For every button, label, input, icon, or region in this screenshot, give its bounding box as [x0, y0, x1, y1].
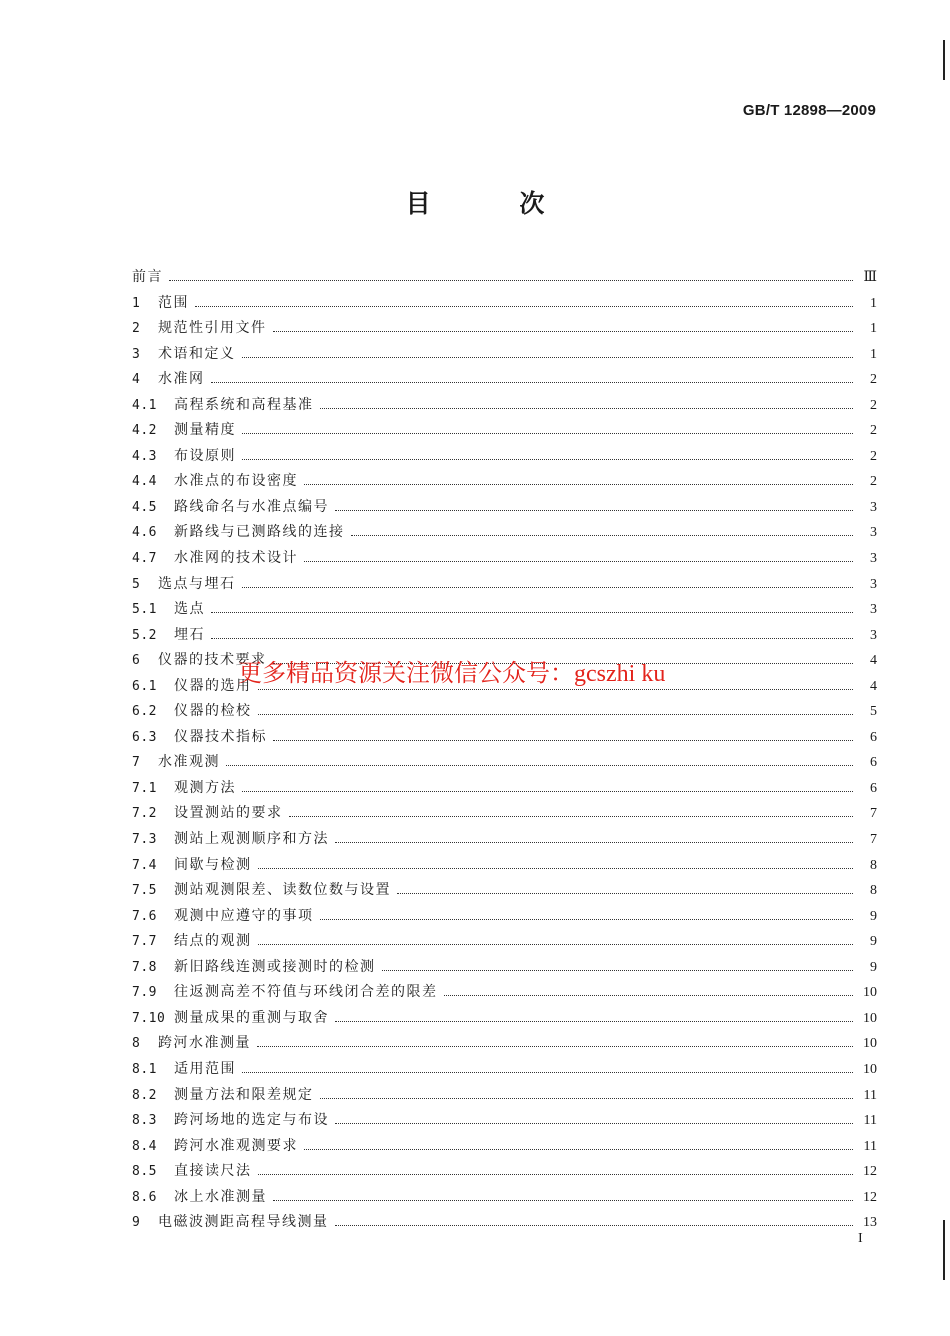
toc-section-title: 水准网: [158, 371, 205, 388]
toc-leader-dots: [335, 1020, 853, 1022]
toc-leader-dots: [351, 534, 854, 536]
toc-leader-dots: [304, 1148, 853, 1150]
toc-section-title: 仪器的选用: [174, 677, 252, 694]
toc-row: [132, 1185, 877, 1211]
toc-section-title: 直接读尺法: [174, 1163, 252, 1180]
toc-page-number: 9: [870, 959, 877, 975]
toc-row: [132, 1134, 877, 1160]
toc-section-title: 布设原则: [174, 447, 236, 464]
toc-leader-dots: [195, 305, 853, 307]
toc-section-title: 高程系统和高程基准: [174, 396, 314, 413]
toc-section-title: 选点: [174, 601, 205, 618]
toc-leader-dots: [169, 279, 853, 281]
toc-leader-dots: [211, 637, 853, 639]
toc-section-title: 新路线与已测路线的连接: [174, 524, 345, 541]
toc-page-number: 3: [870, 576, 877, 592]
toc-leader-dots: [258, 713, 854, 715]
toc-leader-dots: [320, 918, 854, 920]
toc-leader-dots: [242, 790, 853, 792]
toc-row: [132, 853, 877, 879]
toc-section-number: 7.1: [132, 780, 157, 796]
toc-section-title: 术语和定义: [158, 345, 236, 362]
toc-row: [132, 904, 877, 930]
toc-leader-dots: [289, 815, 854, 817]
toc-page-number: 2: [870, 397, 877, 413]
toc-section-title: 水准点的布设密度: [174, 473, 298, 490]
toc-section-number: 8: [132, 1036, 141, 1052]
toc-leader-dots: [242, 1071, 853, 1073]
toc-section-number: 4.3: [132, 448, 157, 464]
toc-leader-dots: [320, 407, 854, 409]
toc-row: [132, 1006, 877, 1032]
toc-section-title: 跨河场地的选定与布设: [174, 1112, 329, 1129]
toc-leader-dots: [242, 586, 854, 588]
toc-section-title: 路线命名与水准点编号: [174, 498, 329, 515]
toc-section-title: 规范性引用文件: [158, 320, 267, 337]
toc-page-number: 10: [863, 1010, 877, 1026]
toc-section-number: 7.7: [132, 934, 157, 950]
toc-leader-dots: [258, 867, 854, 869]
toc-leader-dots: [304, 560, 853, 562]
toc-page-number: 10: [863, 1061, 877, 1077]
toc-section-number: 4.1: [132, 397, 157, 413]
toc-page-number: 2: [870, 423, 877, 439]
toc-row: [132, 929, 877, 955]
toc-row: [132, 1031, 877, 1057]
toc-row: [132, 572, 877, 598]
toc-section-title: 仪器技术指标: [174, 728, 267, 745]
toc-row: [132, 418, 877, 444]
toc-row: [132, 623, 877, 649]
toc-page-number: 3: [870, 525, 877, 541]
toc-page-number: 12: [863, 1189, 877, 1205]
toc-section-number: 4.4: [132, 474, 157, 490]
toc-page-number: 7: [870, 806, 877, 822]
watermark-text: [238, 653, 665, 688]
toc-section-title: 跨河水准测量: [158, 1035, 251, 1052]
toc-section-number: 8.1: [132, 1061, 157, 1077]
toc-page-number: 3: [870, 551, 877, 567]
toc-page-number: 10: [863, 985, 877, 1001]
toc-section-title: 测站观测限差、读数位数与设置: [174, 882, 391, 899]
toc-leader-dots: [382, 969, 854, 971]
toc-page-number: 2: [870, 474, 877, 490]
toc-row: [132, 316, 877, 342]
toc-row: [132, 827, 877, 853]
toc-section-number: 8.6: [132, 1189, 157, 1205]
toc-section-title: 仪器的技术要求: [158, 652, 267, 669]
toc-row: [132, 520, 877, 546]
toc-page-number: 10: [863, 1036, 877, 1052]
toc-section-number: 7.5: [132, 883, 157, 899]
toc-section-number: 8.4: [132, 1138, 157, 1154]
toc-row: [132, 367, 877, 393]
watermark-prefix: 更多精品资源关注微信公众号：: [238, 659, 574, 687]
toc-section-number: 7.6: [132, 908, 157, 924]
toc-section-number: 4.6: [132, 525, 157, 541]
toc-section-number: 7: [132, 755, 141, 771]
toc-page-number: 6: [870, 780, 877, 796]
toc-leader-dots: [335, 509, 853, 511]
toc-section-number: 8.2: [132, 1087, 157, 1103]
toc-page-number: 11: [863, 1138, 877, 1154]
toc-section-number: 2: [132, 321, 141, 337]
page-number: I: [858, 1231, 863, 1246]
toc-section-title: 范围: [158, 294, 189, 311]
toc-section-number: 4.5: [132, 499, 157, 515]
toc-row: [132, 1159, 877, 1185]
toc-row: [132, 546, 877, 572]
toc-leader-dots: [211, 611, 853, 613]
toc-page-number: 3: [870, 602, 877, 618]
toc-leader-dots: [273, 330, 854, 332]
toc-page-number: 13: [863, 1215, 877, 1231]
toc-leader-dots: [258, 688, 854, 690]
toc-section-number: 6.3: [132, 729, 157, 745]
toc-leader-dots: [257, 1045, 853, 1047]
toc-section-number: 7.10: [132, 1010, 166, 1026]
toc-section-number: 6: [132, 653, 141, 669]
toc-row: [132, 444, 877, 470]
toc-section-title: 仪器的检校: [174, 703, 252, 720]
toc-section-number: 7.3: [132, 832, 157, 848]
toc-page-number: 8: [870, 857, 877, 873]
toc-leader-dots: [242, 356, 854, 358]
toc-row: [132, 597, 877, 623]
toc-section-number: 5.1: [132, 602, 157, 618]
toc-section-number: 7.9: [132, 985, 157, 1001]
toc-page-number: 1: [870, 321, 877, 337]
toc-section-number: 8.3: [132, 1113, 157, 1129]
toc-section-number: 7.2: [132, 806, 157, 822]
toc-section-title: 观测中应遵守的事项: [174, 907, 314, 924]
toc-page-number: 7: [870, 832, 877, 848]
toc-title: 目 次: [405, 189, 585, 218]
toc-row: [132, 1108, 877, 1134]
toc-page-number: 11: [863, 1087, 877, 1103]
toc-section-number: 3: [132, 346, 141, 362]
toc-page-number: 9: [870, 908, 877, 924]
toc-leader-dots: [242, 458, 853, 460]
toc-section-number: 7.8: [132, 959, 157, 975]
toc-page-number: 1: [870, 295, 877, 311]
toc-section-number: 4.2: [132, 423, 157, 439]
toc-page-number: 6: [870, 755, 877, 771]
toc-leader-dots: [444, 994, 854, 996]
toc-section-title: 适用范围: [174, 1060, 236, 1077]
toc-section-title: 测量成果的重测与取舍: [174, 1009, 329, 1026]
toc-page-number: 9: [870, 934, 877, 950]
toc-row: [132, 1083, 877, 1109]
toc-row: [132, 1057, 877, 1083]
toc-row: [132, 980, 877, 1006]
toc-section-number: 6.1: [132, 678, 157, 694]
toc-page-number: Ⅲ: [863, 270, 877, 285]
toc-row: [132, 1210, 877, 1236]
toc-row: [132, 393, 877, 419]
scan-edge-line-top: [943, 40, 945, 80]
toc-section-title: 测量精度: [174, 422, 236, 439]
toc-section-number: 5: [132, 576, 141, 592]
toc-page-number: 5: [870, 704, 877, 720]
toc-section-title: 往返测高差不符值与环线闭合差的限差: [174, 984, 438, 1001]
toc-row: [132, 955, 877, 981]
toc-leader-dots: [226, 764, 853, 766]
toc-row: [132, 776, 877, 802]
toc-row: [132, 725, 877, 751]
toc-leader-dots: [273, 1199, 853, 1201]
toc-page-number: 3: [870, 627, 877, 643]
toc-page-number: 1: [870, 346, 877, 362]
toc-section-title: 新旧路线连测或接测时的检测: [174, 958, 376, 975]
toc-section-title: 选点与埋石: [158, 575, 236, 592]
toc-page-number: 2: [870, 448, 877, 464]
toc-section-title: 结点的观测: [174, 933, 252, 950]
toc-row: [132, 265, 877, 291]
toc-leader-dots: [320, 1097, 854, 1099]
toc-page-number: 6: [870, 729, 877, 745]
toc-leader-dots: [258, 1173, 854, 1175]
table-of-contents: [132, 265, 877, 1236]
toc-leader-dots: [335, 841, 853, 843]
toc-section-title: 观测方法: [174, 779, 236, 796]
toc-row: [132, 469, 877, 495]
toc-leader-dots: [335, 1224, 854, 1226]
watermark-account: gcszhi ku: [574, 661, 666, 687]
toc-leader-dots: [258, 943, 854, 945]
toc-page-number: 3: [870, 499, 877, 515]
scan-edge-line-bottom: [943, 1220, 945, 1280]
toc-section-title: 冰上水准测量: [174, 1188, 267, 1205]
toc-section-title: 电磁波测距高程导线测量: [158, 1214, 329, 1231]
toc-section-title: 水准观测: [158, 754, 220, 771]
toc-leader-dots: [397, 892, 853, 894]
toc-row: [132, 699, 877, 725]
toc-leader-dots: [304, 483, 853, 485]
toc-section-number: 4: [132, 372, 141, 388]
toc-section-title: 埋石: [174, 626, 205, 643]
toc-section-title: 间歇与检测: [174, 856, 252, 873]
toc-page-number: 4: [870, 653, 877, 669]
toc-section-number: 9: [132, 1215, 141, 1231]
toc-leader-dots: [242, 432, 853, 434]
toc-section-title: 测站上观测顺序和方法: [174, 831, 329, 848]
toc-section-number: 6.2: [132, 704, 157, 720]
toc-leader-dots: [211, 381, 854, 383]
toc-section-number: 4.7: [132, 551, 157, 567]
toc-row: [132, 801, 877, 827]
toc-page-number: 2: [870, 372, 877, 388]
toc-row: [132, 750, 877, 776]
toc-section-title: 前言: [132, 269, 163, 285]
toc-leader-dots: [335, 1122, 853, 1124]
toc-section-title: 跨河水准观测要求: [174, 1137, 298, 1154]
toc-row: [132, 878, 877, 904]
document-code: GB/T 12898—2009: [742, 102, 876, 119]
toc-section-number: 1: [132, 295, 141, 311]
toc-row: [132, 342, 877, 368]
toc-section-number: 7.4: [132, 857, 157, 873]
toc-section-number: 8.5: [132, 1164, 157, 1180]
toc-section-title: 水准网的技术设计: [174, 550, 298, 567]
toc-leader-dots: [273, 739, 853, 741]
toc-row: [132, 291, 877, 317]
toc-section-title: 设置测站的要求: [174, 805, 283, 822]
toc-section-title: 测量方法和限差规定: [174, 1086, 314, 1103]
toc-row: [132, 495, 877, 521]
toc-page-number: 8: [870, 883, 877, 899]
toc-section-number: 5.2: [132, 627, 157, 643]
toc-page-number: 4: [870, 678, 877, 694]
toc-page-number: 11: [863, 1113, 877, 1129]
toc-page-number: 12: [863, 1164, 877, 1180]
